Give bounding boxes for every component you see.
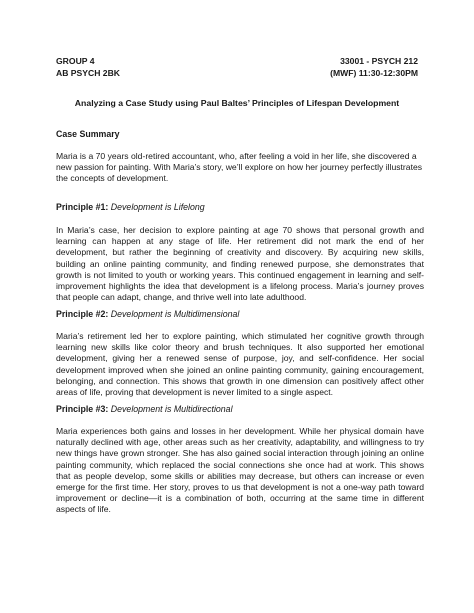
principle-3-text: Maria experiences both gains and losses in her development. While her physical domain have naturally declined with age, other areas such as her creativity, adaptability, and willingness to try new things have grown stronger. She has also gained social interaction through joining an online painting community, which replaced the social connections she once had at work. This shows that as people develop, some skills or abilities may decrease, but others can increase or even emerge for the first time. Her story, proves to us that development is not a one-way path toward improvement or decline—it is a combination of both, occurring at the same time in different aspects of life. [56,426,424,515]
case-summary-heading-text: Case Summary [56,129,120,139]
document-title: Analyzing a Case Study using Paul Baltes’ Principles of Lifespan Development [74,98,400,108]
principle-2-name: Development is Multidimensional [110,309,240,319]
principle-1-name: Development is Lifelong [110,202,205,212]
principle-1-heading [56,201,424,213]
principle-2-body [56,331,424,398]
principle-3-label: Principle #3: [56,404,109,414]
principle-3-body [56,426,424,516]
principle-1-body [56,225,424,303]
principle-2-text: Maria’s retirement led her to explore painting, which stimulated her cognitive growth through learning new skills like color theory and brush techniques. It also supported her emotional development, giving her a renewed sense of purpose, joy, and self-confidence. Her social development improved when she joined an online painting community, gaining encouragement, belonging, and connection. This shows that growth in one dimension can positively affect other areas of life, proving that development is never limited to a single aspect. [56,331,424,398]
principle-3-name: Development is Multidirectional [110,404,233,414]
header-row-2 [56,67,418,79]
principle-1-text: In Maria’s case, her decision to explore painting at age 70 shows that personal growth and learning can happen at any stage of life. Her retirement did not mark the end of her development, but rather the beginning of creativity and discovery. By acquiring new skills, building an online painting community, and finding renewed purpose, she demonstrates that growth is not limited to youth or working years. This continued engagement in learning and self-improvement highlights the idea that development is a lifelong process. Maria’s journey proves that people can adapt, change, and thrive well into late adulthood. [56,225,424,303]
principle-3-heading [56,403,424,415]
document-header [56,55,418,79]
section-label: AB PSYCH 2BK [56,68,120,78]
case-summary-heading [56,128,424,140]
group-label: GROUP 4 [56,56,95,66]
course-code: 33001 - PSYCH 212 [340,56,418,66]
case-summary-text: Maria is a 70 years old-retired accountant, who, after feeling a void in her life, she discovered a new passion for painting. With Maria’s story, we’ll explore on how her journey perfectly illustrates the concepts of development. [56,151,423,184]
case-summary-body [56,151,424,185]
principle-2-heading [56,308,424,320]
class-schedule: (MWF) 11:30-12:30PM [330,68,418,78]
header-row-1 [56,55,418,67]
principle-2-label: Principle #2: [56,309,109,319]
principle-1-label: Principle #1: [56,202,109,212]
